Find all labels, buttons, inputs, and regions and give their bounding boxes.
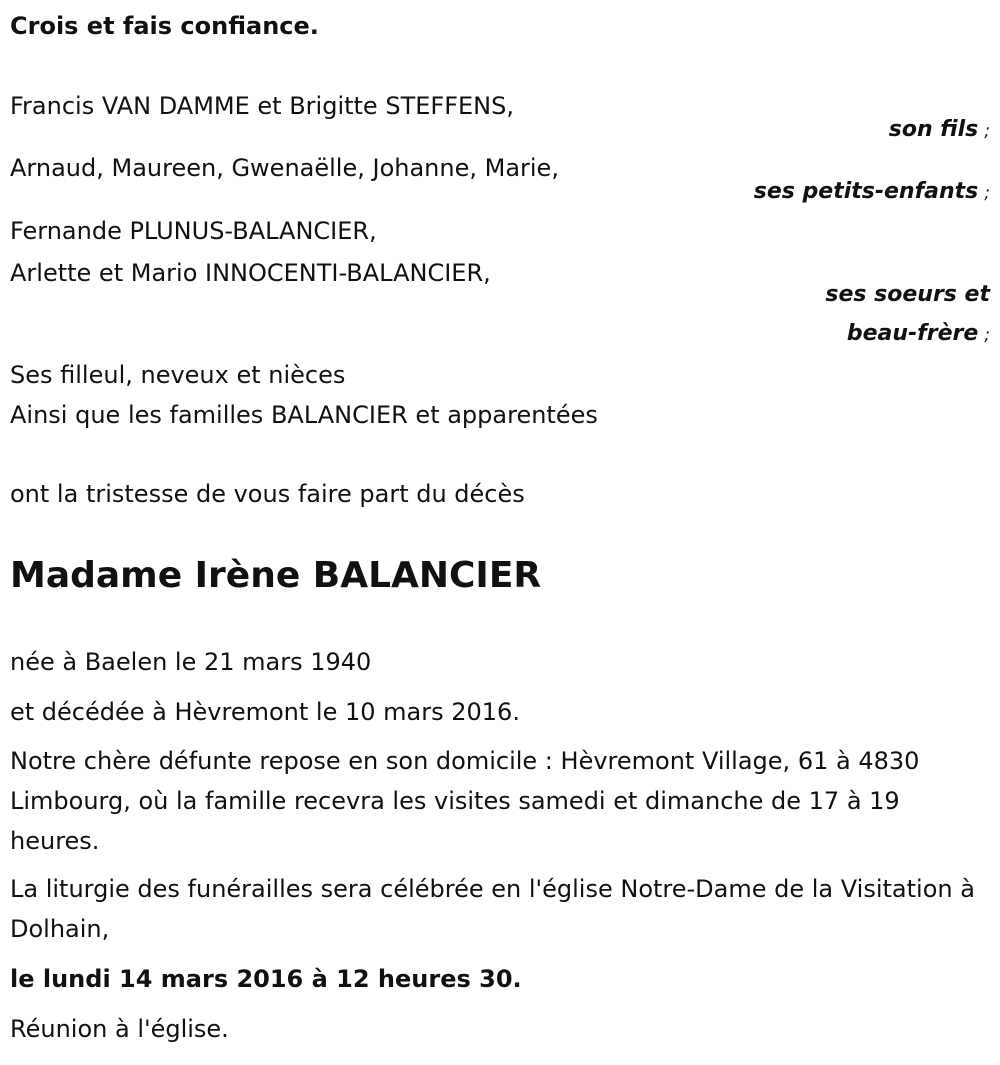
relation-separator: ; — [984, 183, 990, 203]
others-line-1: Ses filleul, neveux et nièces — [10, 361, 346, 389]
others-line-2: Ainsi que les familles BALANCIER et apparentées — [10, 401, 598, 429]
relation-label: beau-frère — [846, 321, 979, 346]
liturgy-paragraph: La liturgie des funérailles sera célébrée en l'église Notre-Dame de la Visitation à Dolhain, — [10, 875, 975, 943]
family-line-sister-1: Fernande PLUNUS-BALANCIER, — [10, 217, 377, 245]
relation-label: son fils — [888, 117, 979, 142]
family-line-son: Francis VAN DAMME et Brigitte STEFFENS, — [10, 92, 514, 120]
relation-grandchildren — [754, 172, 990, 213]
relation-separator: ; — [984, 121, 990, 141]
relation-sisters-line-2 — [847, 314, 990, 355]
relation-sisters-line-1 — [825, 275, 990, 315]
meeting-line: Réunion à l'église. — [10, 1015, 229, 1043]
announcement: ont la tristesse de vous faire part du décès — [10, 480, 525, 508]
ceremony-time: le lundi 14 mars 2016 à 12 heures 30. — [10, 965, 522, 993]
deceased-name: Madame Irène BALANCIER — [10, 555, 542, 596]
relation-separator: ; — [984, 325, 990, 345]
relation-label: ses soeurs et — [825, 282, 990, 307]
repose-paragraph: Notre chère défunte repose en son domicile : Hèvremont Village, 61 à 4830 Limbourg, où la famille recevra les visites samedi et dimanche de 17 à 19 heures. — [10, 747, 920, 855]
motto: Crois et fais confiance. — [10, 12, 319, 40]
family-line-grandchildren: Arnaud, Maureen, Gwenaëlle, Johanne, Marie, — [10, 154, 559, 182]
relation-label: ses petits-enfants — [753, 179, 979, 204]
relation-son — [889, 110, 990, 151]
family-line-sister-2: Arlette et Mario INNOCENTI-BALANCIER, — [10, 259, 491, 287]
death-line: et décédée à Hèvremont le 10 mars 2016. — [10, 698, 520, 726]
birth-line: née à Baelen le 21 mars 1940 — [10, 648, 372, 676]
